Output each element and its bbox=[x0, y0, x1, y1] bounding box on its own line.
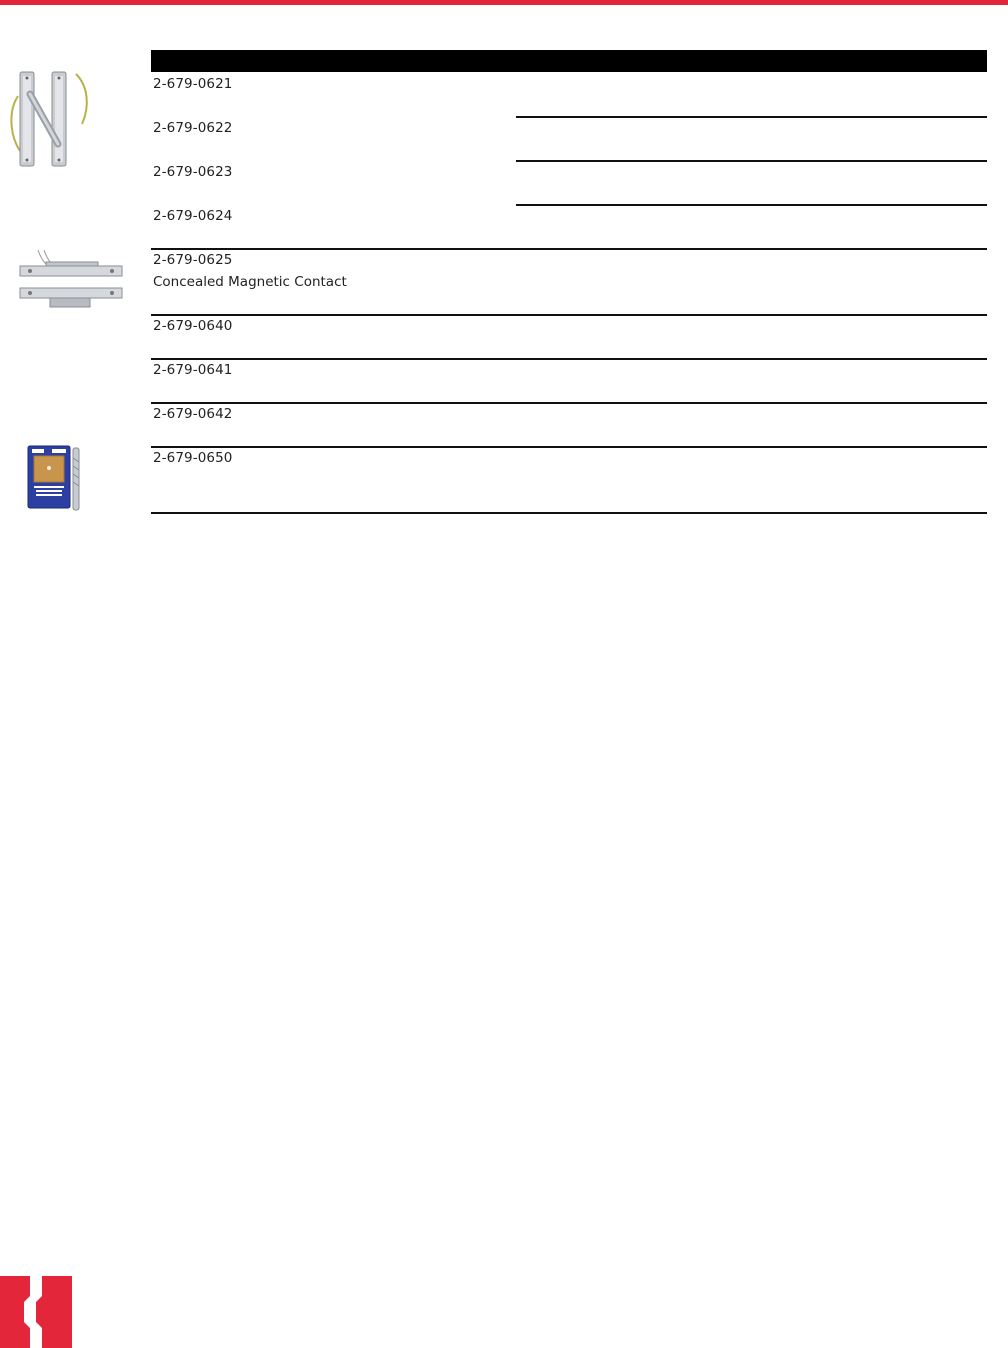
part-number: 2-679-0640 bbox=[153, 318, 233, 334]
brand-logo-icon bbox=[0, 1276, 72, 1348]
table-header-bar bbox=[151, 50, 987, 72]
part-number: 2-679-0642 bbox=[153, 406, 233, 422]
part-number: 2-679-0650 bbox=[153, 450, 233, 466]
part-description: Concealed Magnetic Contact bbox=[153, 274, 347, 290]
table-bottom-rule bbox=[151, 512, 987, 514]
part-number: 2-679-0625 bbox=[153, 252, 233, 268]
part-number: 2-679-0623 bbox=[153, 164, 233, 180]
magnetic-contact-image bbox=[16, 248, 124, 310]
row-divider bbox=[151, 358, 987, 360]
part-number: 2-679-0641 bbox=[153, 362, 233, 378]
top-accent-bar bbox=[0, 0, 1008, 5]
row-divider bbox=[151, 248, 987, 250]
row-divider bbox=[516, 116, 987, 118]
row-divider bbox=[151, 402, 987, 404]
part-number: 2-679-0624 bbox=[153, 208, 233, 224]
part-number: 2-679-0621 bbox=[153, 76, 233, 92]
row-divider bbox=[516, 204, 987, 206]
row-divider bbox=[516, 160, 987, 162]
armored-door-loop-image bbox=[6, 66, 92, 170]
row-divider bbox=[151, 314, 987, 316]
row-divider bbox=[151, 446, 987, 448]
part-number: 2-679-0622 bbox=[153, 120, 233, 136]
break-glass-station-image bbox=[26, 444, 86, 512]
